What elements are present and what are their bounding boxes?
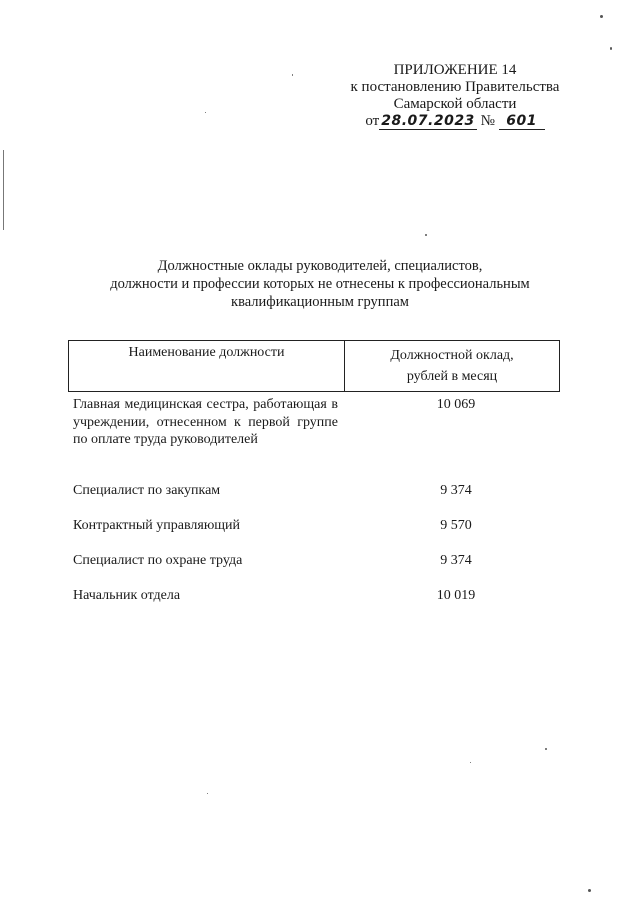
header-salary [345, 341, 559, 391]
handwritten-date: 28.07.2023 [381, 113, 475, 129]
appendix-title: ПРИЛОЖЕНИЕ 14 [393, 62, 517, 78]
table-row [68, 517, 560, 552]
header-salary-line-1: Должностной оклад, [390, 348, 514, 363]
scan-speck [425, 234, 427, 236]
salary-table [68, 340, 560, 622]
scan-speck [600, 15, 603, 18]
scan-speck [610, 47, 612, 50]
position-name: Специалист по закупкам [73, 483, 221, 498]
position-name: Специалист по охране труда [73, 553, 243, 568]
appendix-line-2: Самарской области [393, 96, 517, 112]
scan-speck [207, 793, 208, 794]
document-title-line-2: должности и профессии которых не отнесены к профессиональным [110, 276, 530, 292]
salary-value: 10 069 [436, 397, 476, 412]
position-name: Контрактный управляющий [73, 518, 241, 533]
position-name: Главная медицинская сестра, работающая в учреждении, отнесенном к первой группе по оплате труда руководителей [73, 397, 338, 447]
from-label: от [365, 113, 380, 129]
salary-value: 9 374 [440, 553, 472, 568]
document-title-line-1: Должностные оклады руководителей, специалистов, [157, 258, 483, 274]
salary-value: 9 374 [440, 483, 472, 498]
table-row [68, 552, 560, 587]
appendix-block [330, 62, 580, 130]
table-header [68, 340, 560, 392]
document-title [60, 257, 580, 311]
salary-value: 10 019 [436, 588, 476, 603]
scan-speck [545, 748, 547, 750]
scan-speck [292, 74, 293, 76]
position-name: Начальник отдела [73, 588, 181, 603]
table-row [68, 482, 560, 517]
table-row [68, 587, 560, 622]
scan-speck [588, 889, 591, 892]
salary-value: 9 570 [440, 518, 472, 533]
header-salary-line-2: рублей в месяц [406, 369, 498, 384]
document-title-line-3: квалификационным группам [231, 294, 409, 310]
scan-speck [470, 762, 471, 763]
table-row [68, 396, 560, 466]
scan-speck [205, 112, 206, 113]
number-label: № [480, 113, 495, 129]
scan-edge-line [3, 150, 4, 230]
appendix-date-number-line [330, 113, 580, 130]
appendix-line-1: к постановлению Правительства [350, 79, 560, 95]
handwritten-number: 601 [499, 114, 545, 130]
header-position-name: Наименование должности [69, 341, 345, 391]
